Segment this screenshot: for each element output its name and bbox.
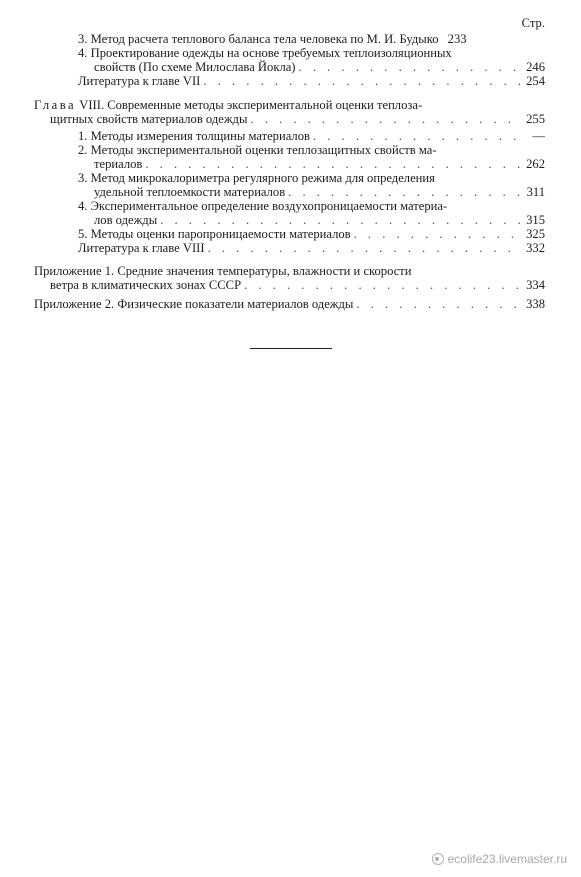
toc-entry	[94, 213, 545, 227]
toc-entry-page: 334	[526, 278, 545, 292]
toc-entry	[94, 60, 545, 74]
toc-entry	[34, 297, 545, 311]
leader-dots	[145, 157, 520, 171]
leader-dots	[299, 60, 520, 74]
toc-entry-continuation: щитных свойств материалов одежды	[50, 112, 248, 126]
leader-dots	[288, 185, 520, 199]
toc-entry-title: Приложение 1. Средние значения температуры, влажности и скорости	[34, 264, 412, 278]
toc-entry-page: —	[532, 129, 545, 143]
toc-entry-continuation: свойств (По схеме Милослава Йокла)	[94, 60, 296, 74]
toc-entry-title: 4. Экспериментальное определение воздухопроницаемости материа-	[78, 199, 448, 213]
toc-entry	[78, 32, 545, 46]
toc-entry-title: 3. Метод микрокалориметра регулярного режима для определения	[78, 171, 435, 185]
watermark	[432, 852, 567, 866]
leader-dots	[250, 112, 520, 126]
toc-entry	[50, 112, 545, 126]
toc-entry-page: 233	[447, 32, 467, 46]
toc-entry	[94, 185, 545, 199]
toc-entry	[50, 278, 545, 292]
watermark-text: ecolife23.livemaster.ru	[447, 852, 567, 866]
closing-rule	[250, 348, 332, 349]
toc-entry-title: Литература к главе VIII	[78, 241, 205, 255]
toc-entry-continuation: териалов	[94, 157, 143, 171]
leader-dots	[313, 129, 520, 143]
toc-entry-page: 254	[526, 74, 545, 88]
toc-entry-page: 315	[526, 213, 545, 227]
toc-entry-page: 338	[526, 297, 545, 311]
leader-dots	[244, 278, 520, 292]
toc-entry-page: 311	[526, 185, 545, 199]
toc-entry-page: 262	[526, 157, 545, 171]
toc-entry-page: 332	[526, 241, 545, 255]
chapter-heading	[34, 98, 422, 112]
leader-dots	[356, 297, 520, 311]
toc-entry-title: 4. Проектирование одежды на основе требуемых теплоизоляционных	[78, 46, 452, 60]
toc-entry-title: Литература к главе VII	[78, 74, 201, 88]
toc-entry-page: 246	[526, 60, 545, 74]
leader-dots	[203, 74, 520, 88]
toc-entry-title: 2. Методы экспериментальной оценки теплозащитных свойств ма-	[78, 143, 437, 157]
toc-entry-continuation: ветра в климатических зонах СССР	[50, 278, 242, 292]
toc-entry	[94, 157, 545, 171]
leader-dots	[208, 241, 520, 255]
toc-entry-title: VIII. Современные методы экспериментальной оценки теплоза-	[79, 98, 423, 112]
toc-entry-title: 5. Методы оценки паропроницаемости материалов	[78, 227, 351, 241]
flower-logo-icon	[432, 853, 444, 865]
leader-dots	[160, 213, 520, 227]
toc-entry-continuation: удельной теплоемкости материалов	[94, 185, 286, 199]
page-column-header: Стр.	[521, 16, 545, 30]
toc-entry-page: 325	[526, 227, 545, 241]
toc-entry	[78, 241, 545, 255]
toc-entry-page: 255	[526, 112, 545, 126]
toc-entry-title: 1. Методы измерения толщины материалов	[78, 129, 310, 143]
toc-entry-title: 3. Метод расчета теплового баланса тела человека по М. И. Будыко	[78, 32, 439, 46]
toc-entry	[78, 227, 545, 241]
toc-entry	[78, 129, 545, 143]
toc-entry-continuation: лов одежды	[94, 213, 158, 227]
toc-entry	[78, 74, 545, 88]
leader-dots	[354, 227, 520, 241]
chapter-prefix: Глава	[34, 98, 77, 112]
toc-entry-title: Приложение 2. Физические показатели материалов одежды	[34, 297, 354, 311]
